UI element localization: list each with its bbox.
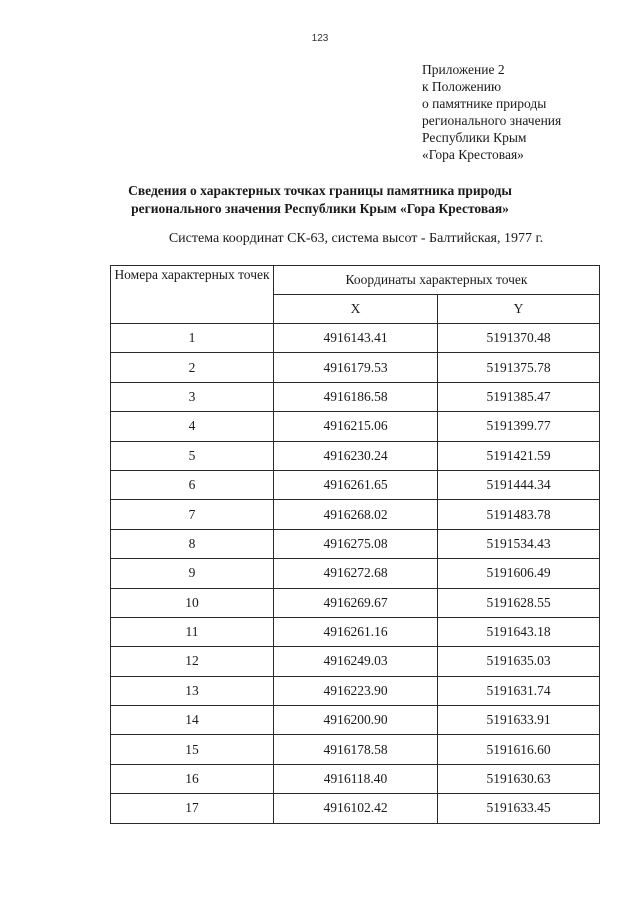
y-coordinate-cell: 5191444.34: [438, 470, 600, 499]
y-coordinate-cell: 5191616.60: [438, 735, 600, 764]
point-number-cell: 14: [111, 706, 274, 735]
table-body: [111, 324, 600, 824]
x-coordinate-cell: 4916275.08: [274, 529, 438, 558]
y-coordinate-cell: 5191483.78: [438, 500, 600, 529]
table-row: [111, 764, 600, 793]
y-coordinate-cell: 5191635.03: [438, 647, 600, 676]
coordinates-table: [110, 265, 600, 824]
y-coordinate-cell: 5191375.78: [438, 353, 600, 382]
appendix-line: к Положению: [422, 79, 502, 94]
x-coordinate-cell: 4916230.24: [274, 441, 438, 470]
x-coordinate-cell: 4916272.68: [274, 559, 438, 588]
page-number: 123: [311, 33, 329, 44]
header-coordinates: Координаты характерных точек: [274, 266, 600, 295]
point-number-cell: 13: [111, 676, 274, 705]
header-y: Y: [438, 295, 600, 324]
table-row: [111, 706, 600, 735]
table-header: [111, 266, 600, 324]
y-coordinate-cell: 5191399.77: [438, 412, 600, 441]
point-number-cell: 4: [111, 412, 274, 441]
y-coordinate-cell: 5191385.47: [438, 382, 600, 411]
point-number-cell: 12: [111, 647, 274, 676]
x-coordinate-cell: 4916223.90: [274, 676, 438, 705]
x-coordinate-cell: 4916186.58: [274, 382, 438, 411]
point-number-cell: 17: [111, 794, 274, 823]
appendix-line: «Гора Крестовая»: [422, 147, 524, 162]
point-number-cell: 5: [111, 441, 274, 470]
point-number-cell: 8: [111, 529, 274, 558]
y-coordinate-cell: 5191628.55: [438, 588, 600, 617]
table-row: [111, 412, 600, 441]
appendix-line: о памятнике природы: [422, 96, 547, 111]
table-row: [111, 529, 600, 558]
y-coordinate-cell: 5191606.49: [438, 559, 600, 588]
x-coordinate-cell: 4916269.67: [274, 588, 438, 617]
table-row: [111, 647, 600, 676]
table-row: [111, 735, 600, 764]
point-number-cell: 1: [111, 324, 274, 353]
y-coordinate-cell: 5191630.63: [438, 764, 600, 793]
x-coordinate-cell: 4916215.06: [274, 412, 438, 441]
point-number-cell: 3: [111, 382, 274, 411]
point-number-cell: 15: [111, 735, 274, 764]
x-coordinate-cell: 4916268.02: [274, 500, 438, 529]
point-number-cell: 2: [111, 353, 274, 382]
y-coordinate-cell: 5191631.74: [438, 676, 600, 705]
table-header-row: [111, 266, 600, 295]
x-coordinate-cell: 4916261.65: [274, 470, 438, 499]
y-coordinate-cell: 5191643.18: [438, 617, 600, 646]
table-row: [111, 500, 600, 529]
point-number-cell: 10: [111, 588, 274, 617]
point-number-cell: 6: [111, 470, 274, 499]
appendix-line: Приложение 2: [422, 62, 505, 77]
appendix-line: Республики Крым: [422, 130, 527, 145]
document-title: [0, 182, 640, 218]
point-number-cell: 9: [111, 559, 274, 588]
document-title-line: Сведения о характерных точках границы памятника природы: [128, 183, 512, 198]
header-x: X: [274, 295, 438, 324]
table-row: [111, 441, 600, 470]
appendix-note: [422, 61, 561, 163]
table-row: [111, 588, 600, 617]
x-coordinate-cell: 4916118.40: [274, 764, 438, 793]
table-row: [111, 559, 600, 588]
document-title-line: регионального значения Республики Крым «Гора Крестовая»: [131, 201, 509, 216]
table-row: [111, 382, 600, 411]
table-row: [111, 794, 600, 823]
y-coordinate-cell: 5191370.48: [438, 324, 600, 353]
y-coordinate-cell: 5191633.91: [438, 706, 600, 735]
point-number-cell: 16: [111, 764, 274, 793]
header-point-numbers: Номера характерных точек: [111, 266, 274, 324]
y-coordinate-cell: 5191534.43: [438, 529, 600, 558]
x-coordinate-cell: 4916249.03: [274, 647, 438, 676]
table-row: [111, 676, 600, 705]
point-number-cell: 11: [111, 617, 274, 646]
table-row: [111, 353, 600, 382]
y-coordinate-cell: 5191421.59: [438, 441, 600, 470]
x-coordinate-cell: 4916179.53: [274, 353, 438, 382]
table-row: [111, 617, 600, 646]
point-number-cell: 7: [111, 500, 274, 529]
table-row: [111, 324, 600, 353]
coordinate-system-note: Система координат СК-63, система высот - Балтийская, 1977 г.: [168, 231, 544, 246]
x-coordinate-cell: 4916178.58: [274, 735, 438, 764]
x-coordinate-cell: 4916102.42: [274, 794, 438, 823]
y-coordinate-cell: 5191633.45: [438, 794, 600, 823]
table-row: [111, 470, 600, 499]
x-coordinate-cell: 4916261.16: [274, 617, 438, 646]
x-coordinate-cell: 4916143.41: [274, 324, 438, 353]
appendix-line: регионального значения: [422, 113, 562, 128]
x-coordinate-cell: 4916200.90: [274, 706, 438, 735]
